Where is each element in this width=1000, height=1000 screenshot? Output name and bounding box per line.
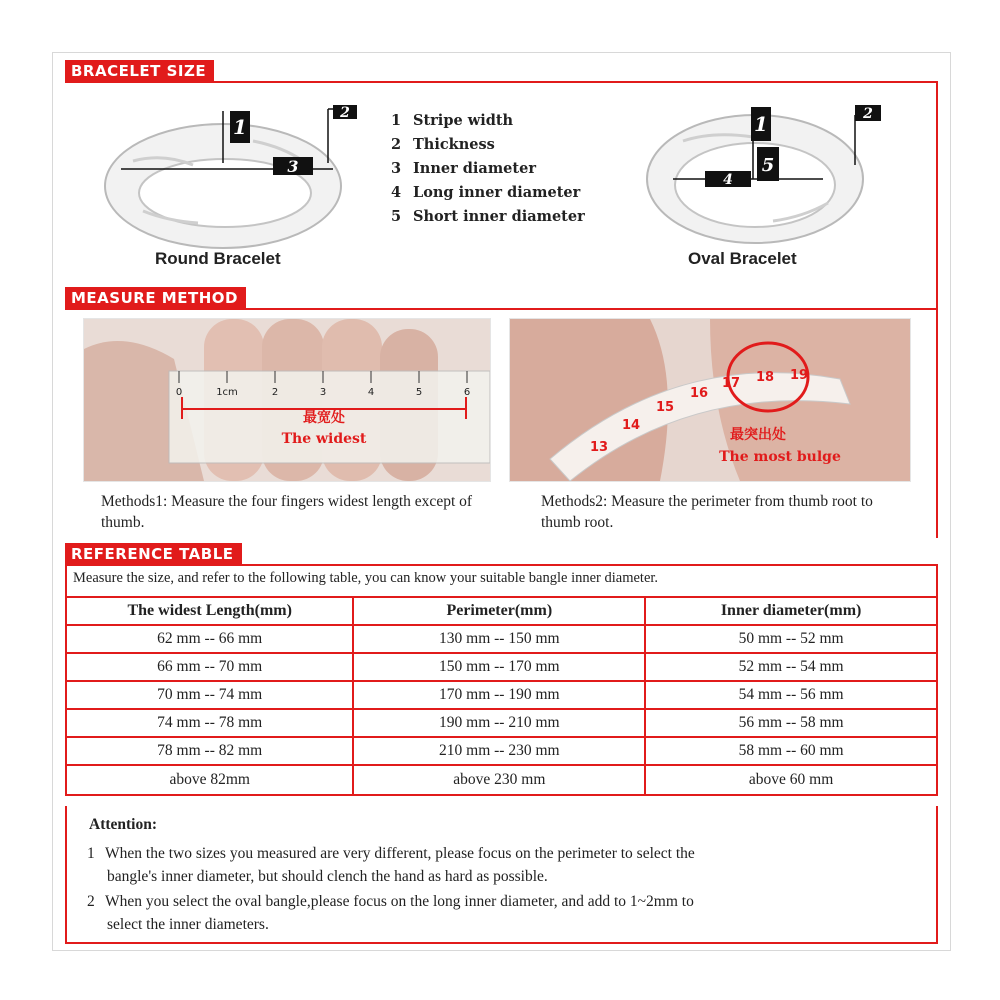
table-cell: 78 mm -- 82 mm [66,737,353,765]
table-row [66,765,937,795]
table-cell: 50 mm -- 52 mm [645,625,937,653]
ruler-tick: 3 [319,387,327,398]
marker-2-label: 2 [340,105,350,121]
table-row [66,625,937,653]
section-title-bracelet-size: BRACELET SIZE [65,60,214,82]
legend-item: 5 Short inner diameter [391,208,585,225]
column-header: Inner diameter(mm) [645,597,937,625]
section-border [936,81,938,316]
round-bracelet-caption: Round Bracelet [155,249,281,268]
section-border [936,308,938,538]
svg-text:4: 4 [723,172,733,188]
bulge-label-cn: 最突出处 [730,427,786,443]
hand-tape-illustration [510,319,910,481]
tape-number: 16 [690,386,709,401]
section-title-measure-method: MEASURE METHOD [65,287,246,309]
method-1-text: Methods1: Measure the four fingers widest length except of thumb. [101,493,473,531]
attention-note: 2 When you select the oval bangle,please focus on the long inner diameter, and add to 1~2mm to select the inner diameters. [87,893,694,933]
dimension-legend [391,109,585,229]
table-cell: 130 mm -- 150 mm [353,625,645,653]
legend-item: 3 Inner diameter [391,160,536,177]
table-cell: above 60 mm [645,765,937,795]
ruler-tick: 2 [271,387,279,398]
round-bracelet-illustration [103,101,363,261]
ruler-tick: 1cm [216,387,238,398]
table-row [66,681,937,709]
table-cell: 52 mm -- 54 mm [645,653,937,681]
photo-tape-measure [509,318,911,482]
oval-bracelet-illustration [623,101,903,251]
ruler-tick: 4 [367,387,375,398]
table-cell: 210 mm -- 230 mm [353,737,645,765]
attention-note: 1 When the two sizes you measured are very different, please focus on the perimeter to select the bangle's inner diameter, but should clench the hand as hard as possible. [87,845,695,885]
table-row [66,737,937,765]
table-row [66,653,937,681]
section-divider [65,564,938,566]
table-cell: 170 mm -- 190 mm [353,681,645,709]
legend-item: 4 Long inner diameter [391,184,581,201]
table-cell: 66 mm -- 70 mm [66,653,353,681]
table-cell: 56 mm -- 58 mm [645,709,937,737]
table-cell: 150 mm -- 170 mm [353,653,645,681]
photo-ruler-measure [83,318,491,482]
attention-box [65,806,938,944]
table-header-row [66,597,937,625]
legend-item: 1 Stripe width [391,112,514,129]
tape-number: 18 [756,370,775,385]
column-header: Perimeter(mm) [353,597,645,625]
bulge-label-en: The most bulge [719,449,841,465]
oval-bracelet-caption: Oval Bracelet [688,249,797,268]
size-guide-sheet [52,52,951,951]
marker-1-label: 1 [233,115,247,139]
section-title-reference-table: REFERENCE TABLE [65,543,242,565]
tape-number: 15 [656,400,675,415]
tape-number: 13 [590,440,609,455]
svg-text:5: 5 [761,155,775,176]
method-2-text: Methods2: Measure the perimeter from thumb root to thumb root. [541,493,873,531]
table-cell: above 230 mm [353,765,645,795]
column-header: The widest Length(mm) [66,597,353,625]
table-cell: above 82mm [66,765,353,795]
section-divider [65,81,938,83]
table-cell: 70 mm -- 74 mm [66,681,353,709]
table-cell: 62 mm -- 66 mm [66,625,353,653]
legend-item: 2 Thickness [391,136,495,153]
table-cell: 190 mm -- 210 mm [353,709,645,737]
tape-number: 14 [622,418,641,433]
table-cell: 54 mm -- 56 mm [645,681,937,709]
marker-3-label: 3 [287,157,299,176]
ruler-tick: 5 [415,387,423,398]
tape-number: 17 [722,376,741,391]
svg-text:1: 1 [754,112,768,136]
reference-intro: Measure the size, and refer to the following table, you can know your suitable bangle inner diameter. [73,570,659,586]
widest-label-en: The widest [281,431,367,447]
reference-size-table [65,596,938,796]
tape-number: 19 [790,368,809,383]
widest-label-cn: 最宽处 [303,410,345,426]
svg-text:2: 2 [863,106,873,122]
attention-title: Attention: [89,816,158,833]
table-row [66,709,937,737]
table-cell: 58 mm -- 60 mm [645,737,937,765]
table-cell: 74 mm -- 78 mm [66,709,353,737]
section-divider [65,308,938,310]
ruler-tick: 0 [175,387,183,398]
ruler-tick: 6 [463,387,471,398]
hand-ruler-illustration [84,319,490,481]
